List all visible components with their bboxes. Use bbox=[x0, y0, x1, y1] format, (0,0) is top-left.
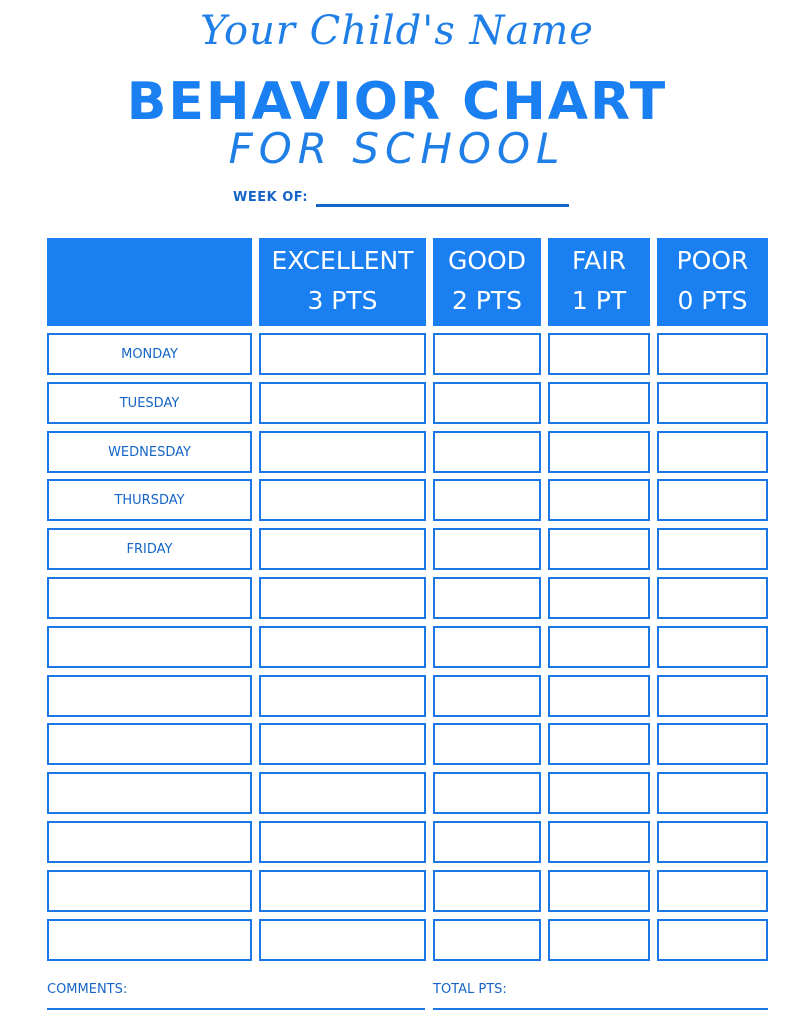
day-cell[interactable] bbox=[47, 479, 252, 521]
column-name: GOOD bbox=[448, 246, 526, 275]
day-cell[interactable] bbox=[47, 626, 252, 668]
column-points: 1 PT bbox=[571, 286, 627, 315]
day-label: FRIDAY bbox=[126, 541, 173, 557]
score-cell-fair[interactable] bbox=[548, 675, 650, 717]
score-cell-excellent[interactable] bbox=[259, 723, 426, 765]
day-cell[interactable] bbox=[47, 528, 252, 570]
score-cell-good[interactable] bbox=[433, 723, 541, 765]
week-of-line[interactable] bbox=[316, 204, 569, 207]
score-cell-poor[interactable] bbox=[657, 821, 768, 863]
column-points: 2 PTS bbox=[451, 286, 523, 315]
score-cell-poor[interactable] bbox=[657, 431, 768, 473]
score-cell-fair[interactable] bbox=[548, 626, 650, 668]
score-cell-good[interactable] bbox=[433, 431, 541, 473]
score-cell-excellent[interactable] bbox=[259, 431, 426, 473]
day-cell[interactable] bbox=[47, 723, 252, 765]
score-cell-excellent[interactable] bbox=[259, 528, 426, 570]
score-cell-good[interactable] bbox=[433, 577, 541, 619]
score-cell-poor[interactable] bbox=[657, 919, 768, 961]
day-label: WEDNESDAY bbox=[108, 444, 191, 460]
score-cell-fair[interactable] bbox=[548, 919, 650, 961]
score-cell-good[interactable] bbox=[433, 919, 541, 961]
score-cell-fair[interactable] bbox=[548, 723, 650, 765]
score-cell-poor[interactable] bbox=[657, 870, 768, 912]
score-cell-good[interactable] bbox=[433, 675, 541, 717]
score-cell-poor[interactable] bbox=[657, 626, 768, 668]
score-cell-poor[interactable] bbox=[657, 675, 768, 717]
day-label: THURSDAY bbox=[114, 492, 185, 508]
day-label: MONDAY bbox=[121, 346, 178, 362]
day-cell[interactable] bbox=[47, 333, 252, 375]
score-cell-poor[interactable] bbox=[657, 382, 768, 424]
score-cell-good[interactable] bbox=[433, 626, 541, 668]
score-cell-fair[interactable] bbox=[548, 528, 650, 570]
score-cell-fair[interactable] bbox=[548, 772, 650, 814]
score-cell-fair[interactable] bbox=[548, 479, 650, 521]
day-label: TUESDAY bbox=[119, 395, 180, 411]
total-points-label: TOTAL PTS: bbox=[433, 982, 507, 997]
total-points-line[interactable] bbox=[433, 1008, 768, 1010]
score-cell-fair[interactable] bbox=[548, 333, 650, 375]
score-cell-poor[interactable] bbox=[657, 577, 768, 619]
column-points: 0 PTS bbox=[677, 286, 748, 315]
day-cell[interactable] bbox=[47, 431, 252, 473]
score-cell-excellent[interactable] bbox=[259, 675, 426, 717]
comments-line[interactable] bbox=[47, 1008, 425, 1010]
column-header-fair bbox=[548, 238, 650, 326]
score-cell-good[interactable] bbox=[433, 772, 541, 814]
score-cell-fair[interactable] bbox=[548, 870, 650, 912]
score-cell-excellent[interactable] bbox=[259, 333, 426, 375]
column-header-excellent bbox=[259, 238, 426, 326]
day-cell[interactable] bbox=[47, 577, 252, 619]
column-name: POOR bbox=[676, 246, 749, 275]
day-cell[interactable] bbox=[47, 675, 252, 717]
score-cell-fair[interactable] bbox=[548, 382, 650, 424]
score-cell-fair[interactable] bbox=[548, 821, 650, 863]
score-cell-excellent[interactable] bbox=[259, 479, 426, 521]
column-header-good bbox=[433, 238, 541, 326]
child-name-title: Your Child's Name bbox=[200, 8, 594, 54]
score-cell-excellent[interactable] bbox=[259, 382, 426, 424]
score-cell-excellent[interactable] bbox=[259, 870, 426, 912]
score-cell-poor[interactable] bbox=[657, 528, 768, 570]
score-cell-poor[interactable] bbox=[657, 333, 768, 375]
column-points: 3 PTS bbox=[307, 286, 378, 315]
score-cell-excellent[interactable] bbox=[259, 772, 426, 814]
score-cell-good[interactable] bbox=[433, 333, 541, 375]
column-name: EXCELLENT bbox=[271, 246, 414, 275]
score-cell-excellent[interactable] bbox=[259, 577, 426, 619]
day-cell[interactable] bbox=[47, 821, 252, 863]
score-cell-good[interactable] bbox=[433, 870, 541, 912]
day-cell[interactable] bbox=[47, 382, 252, 424]
page-subtitle: FOR SCHOOL bbox=[228, 124, 566, 173]
score-cell-fair[interactable] bbox=[548, 577, 650, 619]
score-cell-excellent[interactable] bbox=[259, 821, 426, 863]
score-cell-good[interactable] bbox=[433, 528, 541, 570]
score-cell-good[interactable] bbox=[433, 479, 541, 521]
column-name: FAIR bbox=[572, 246, 626, 275]
page-title: BEHAVIOR CHART bbox=[126, 72, 668, 132]
score-cell-excellent[interactable] bbox=[259, 626, 426, 668]
day-cell[interactable] bbox=[47, 772, 252, 814]
header-corner-cell bbox=[47, 238, 252, 326]
day-cell[interactable] bbox=[47, 870, 252, 912]
score-cell-fair[interactable] bbox=[548, 431, 650, 473]
score-cell-good[interactable] bbox=[433, 382, 541, 424]
week-of-label: WEEK OF: bbox=[233, 190, 309, 205]
score-cell-excellent[interactable] bbox=[259, 919, 426, 961]
score-cell-poor[interactable] bbox=[657, 479, 768, 521]
comments-label: COMMENTS: bbox=[47, 982, 128, 997]
day-cell[interactable] bbox=[47, 919, 252, 961]
score-cell-poor[interactable] bbox=[657, 772, 768, 814]
score-cell-poor[interactable] bbox=[657, 723, 768, 765]
score-cell-good[interactable] bbox=[433, 821, 541, 863]
column-header-poor bbox=[657, 238, 768, 326]
